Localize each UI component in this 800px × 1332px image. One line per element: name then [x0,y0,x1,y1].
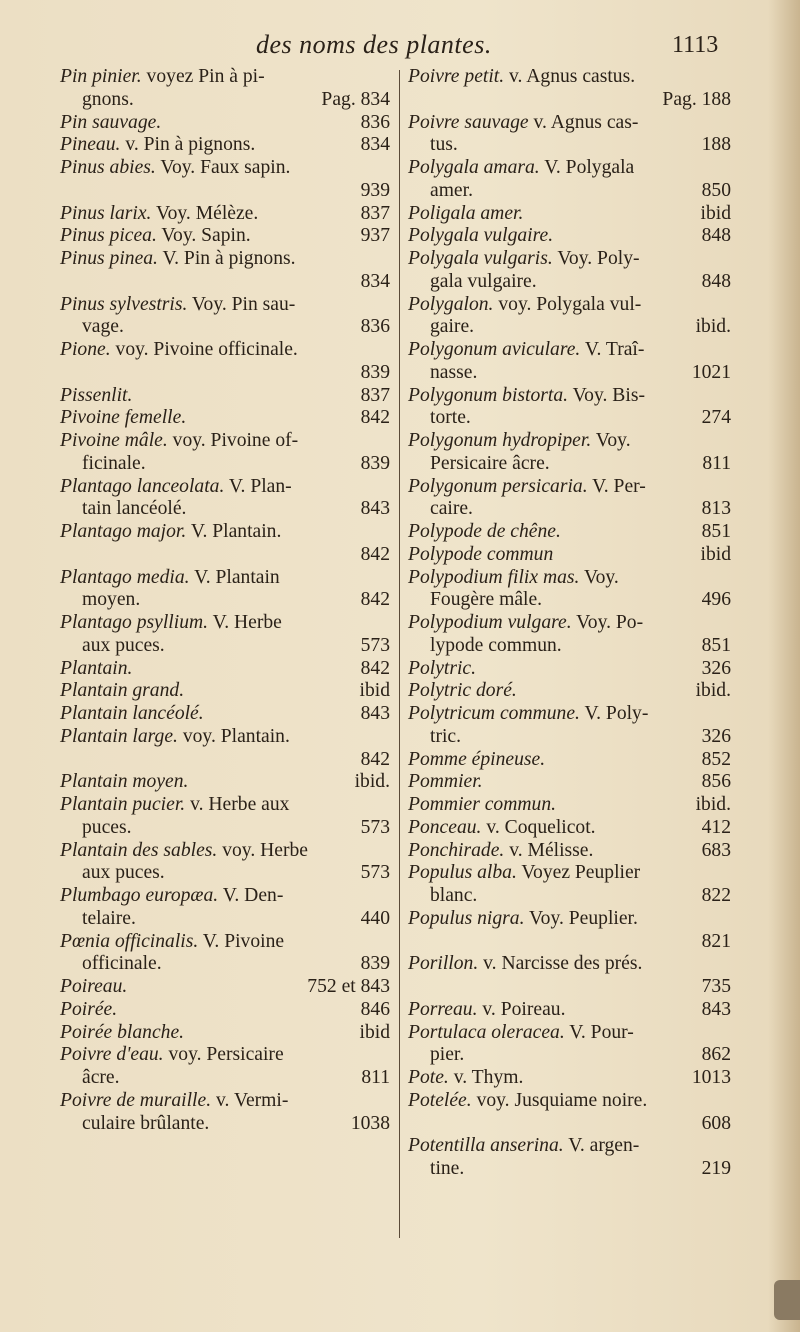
page-reference: 573 [360,816,390,838]
page-reference: ibid. [354,771,390,793]
entry-reference: Voy. Poly- [557,248,640,269]
index-line [408,1090,731,1113]
index-line [408,271,731,294]
index-line [60,89,390,112]
index-line [408,203,731,226]
index-line [60,498,390,521]
entry-headword: Plantago lanceolata. [60,475,225,497]
page-reference: 822 [701,885,731,906]
index-line [60,1067,390,1090]
page-reference: Pag. 188 [662,88,731,110]
entry-reference: voy. Pivoine of- [172,430,299,451]
page-reference: 851 [701,634,731,656]
page-reference: Pag. 834 [321,88,390,110]
entry-headword: Populus nigra. [408,907,525,929]
page-reference: 811 [361,1067,390,1088]
column-divider [399,70,400,1238]
page-reference: 834 [360,270,390,292]
index-line [408,430,731,453]
entry-headword: Ponchirade. [408,839,505,861]
entry-continuation: puces. [82,816,132,838]
index-line [60,294,390,317]
entry-continuation: Persicaire âcre. [430,452,550,474]
index-line [60,931,390,954]
page-reference: ibid [700,202,731,224]
page-reference: ibid. [695,794,731,815]
page-reference: 219 [701,1158,731,1179]
index-line [408,567,731,590]
index-line [408,294,731,317]
entry-headword: Poivre sauvage [408,111,529,133]
entry-reference: v. Herbe aux [190,794,290,815]
page-reference: 937 [360,225,390,247]
index-line [60,134,390,157]
page-reference: 848 [701,225,731,247]
entry-reference: Voy. [595,430,631,451]
index-line [60,544,390,567]
page-reference: 188 [701,134,731,156]
entry-continuation: amer. [430,179,473,201]
page-reference: 843 [360,703,390,724]
entry-headword: Polygonum hydropiper. [408,430,592,451]
entry-continuation: pier. [430,1044,465,1066]
index-line [60,248,390,271]
index-line [60,453,390,476]
index-line [60,430,390,453]
index-line [60,339,390,362]
entry-reference: V. Plantain. [190,521,282,542]
entry-continuation: tric. [430,725,462,747]
page-reference: 496 [701,589,731,611]
index-line [408,225,731,248]
index-line [408,476,731,499]
index-line [60,589,390,612]
index-line [60,567,390,590]
index-line [408,612,731,635]
index-line [60,635,390,658]
entry-reference: V. Den- [222,885,284,906]
entry-reference: v. Agnus cas- [533,111,639,133]
entry-continuation: gaire. [430,316,475,338]
index-line [408,635,731,658]
page-reference: 842 [360,748,390,770]
index-line [60,316,390,339]
page-reference: 842 [360,657,390,679]
index-line [408,498,731,521]
index-line [60,225,390,248]
page-reference: 683 [701,839,731,861]
index-line [408,862,731,885]
page-reference: 752 et 843 [307,976,390,997]
index-line [408,658,731,681]
index-line [408,1158,731,1181]
index-line [60,817,390,840]
entry-reference: V. Plantain [194,566,280,588]
entry-headword: Populus alba. [408,862,517,884]
page-reference: 1021 [691,361,731,383]
index-line [408,771,731,794]
index-line [408,66,731,89]
entry-reference: V. Plan- [228,475,292,497]
index-line [408,703,731,726]
index-line [60,66,390,89]
entry-reference: Voy. Faux sapin. [160,157,291,178]
entry-reference: voy. Persicaire [168,1044,284,1066]
entry-continuation: vage. [82,316,124,338]
entry-headword: Polypodium filix mas. [408,566,580,588]
entry-headword: Polygalon. [408,293,494,315]
entry-headword: Plumbago europæa. [60,885,219,906]
page-reference: 836 [360,316,390,338]
page-reference: 274 [701,407,731,429]
entry-headword: Polygala vulgaris. [408,248,553,269]
index-line [408,1044,731,1067]
entry-continuation: telaire. [82,907,136,929]
entry-headword: Poirée blanche. [60,1021,185,1043]
entry-headword: Poivre petit. [408,66,505,87]
entry-reference: V. Per- [592,475,646,497]
entry-reference: voyez Pin à pi- [146,66,265,87]
index-line [60,362,390,385]
index-line [408,134,731,157]
index-line [60,1113,390,1136]
entry-continuation: gala vulgaire. [430,270,537,292]
page-number: 1113 [672,32,719,58]
entry-continuation: aux puces. [82,862,165,884]
entry-headword: Plantain pucier. [60,794,186,815]
index-column-left [60,66,390,1135]
entry-headword: Poivre d'eau. [60,1044,164,1066]
index-line [60,840,390,863]
index-line [60,612,390,635]
index-line [60,794,390,817]
entry-headword: Pommier. [408,771,483,793]
entry-headword: Poivre de muraille. [60,1089,212,1111]
page-reference: 811 [702,452,731,474]
entry-headword: Porreau. [408,998,478,1020]
index-line [60,1090,390,1113]
entry-headword: Pin pinier. [60,66,142,87]
page-reference: 939 [360,179,390,201]
index-line [408,908,731,931]
entry-continuation: aux puces. [82,634,165,656]
entry-continuation: officinale. [82,953,162,975]
entry-reference: V. Pour- [569,1021,634,1043]
entry-headword: Pineau. [60,134,121,156]
entry-continuation: torte. [430,407,471,429]
index-line [60,203,390,226]
index-line [408,157,731,180]
entry-reference: Voy. Sapin. [161,225,251,247]
entry-continuation: tine. [430,1158,465,1179]
page-reference: 440 [360,907,390,929]
entry-reference: voy. Herbe [222,839,308,861]
index-line [408,726,731,749]
index-line [408,931,731,954]
page-reference: ibid. [695,316,731,338]
index-line [408,589,731,612]
entry-reference: voy. Polygala vul- [498,293,642,315]
page-reference: 821 [701,930,731,952]
index-line [60,476,390,499]
entry-headword: Plantago psyllium. [60,612,209,633]
index-line [408,544,731,567]
entry-headword: Potentilla anserina. [408,1135,564,1157]
page-reference: 846 [360,998,390,1020]
entry-headword: Plantain. [60,657,133,679]
entry-reference: Voy. [583,566,619,588]
running-title: des noms des plantes. [256,30,492,59]
index-line [60,953,390,976]
entry-headword: Portulaca oleracea. [408,1021,565,1043]
entry-reference: v. Vermi- [216,1089,289,1111]
entry-headword: Poligala amer. [408,202,524,224]
index-line [408,362,731,385]
entry-headword: Plantain lancéolé. [60,703,204,724]
index-line [60,180,390,203]
page-reference: 852 [701,748,731,770]
page-reference: 1038 [350,1112,390,1134]
entry-reference: voy. Pivoine officinale. [115,339,298,360]
entry-headword: Polypodium vulgare. [408,612,572,633]
entry-reference: Voy. Pin sau- [191,293,296,315]
entry-headword: Polypode commun [408,543,554,565]
page-reference: 839 [360,361,390,383]
page-reference: 326 [701,725,731,747]
index-line [60,521,390,544]
index-line [60,862,390,885]
index-line [408,339,731,362]
entry-reference: V. Pin à pignons. [162,248,296,269]
entry-continuation: âcre. [82,1067,120,1088]
index-line [60,908,390,931]
index-line [408,976,731,999]
index-line [408,248,731,271]
index-line [408,1022,731,1045]
index-line [60,157,390,180]
entry-reference: Voy. Bis- [572,384,645,406]
entry-headword: Pivoine mâle. [60,430,168,451]
page-reference: 1013 [691,1067,731,1088]
entry-headword: Polypode de chêne. [408,521,561,542]
entry-reference: v. Pin à pignons. [125,134,256,156]
entry-headword: Porillon. [408,953,479,975]
index-line [408,453,731,476]
index-line [408,385,731,408]
entry-headword: Polytricum commune. [408,703,580,724]
index-line [408,112,731,135]
entry-reference: voy. Jusquiame noire. [476,1089,648,1111]
entry-headword: Plantain moyen. [60,771,189,793]
index-column-right [408,66,731,1181]
index-line [60,1044,390,1067]
index-line [60,1022,390,1045]
entry-headword: Pinus abies. [60,157,156,178]
page-reference: 834 [360,134,390,156]
entry-headword: Pivoine femelle. [60,407,187,429]
page-reference: 837 [360,384,390,406]
entry-continuation: caire. [430,498,473,520]
index-line [408,89,731,112]
index-line [60,703,390,726]
entry-headword: Pœnia officinalis. [60,930,199,952]
entry-headword: Poireau. [60,976,128,997]
index-line [60,999,390,1022]
entry-reference: voy. Plantain. [182,725,290,747]
entry-reference: V. Pivoine [202,930,285,952]
entry-headword: Polygonum aviculare. [408,339,581,360]
entry-reference: V. Polygala [544,157,635,178]
page-reference: 839 [360,452,390,474]
index-line [60,271,390,294]
entry-continuation: tain lancéolé. [82,498,187,520]
entry-headword: Plantago major. [60,521,187,542]
page-reference: 735 [701,976,731,997]
page-reference: 608 [701,1112,731,1134]
entry-headword: Pissenlit. [60,384,133,406]
entry-headword: Pinus pinea. [60,248,158,269]
index-line [60,385,390,408]
page-reference: ibid [359,680,390,702]
page-reference: 862 [701,1044,731,1066]
page-reference: 843 [701,998,731,1020]
index-line [408,407,731,430]
index-line [408,1113,731,1136]
entry-reference: V. argen- [568,1135,640,1157]
page-reference: 836 [360,111,390,133]
index-line [408,180,731,203]
entry-reference: Voy. Po- [576,612,644,633]
index-line [408,817,731,840]
entry-continuation: gnons. [82,88,134,110]
index-line [60,976,390,999]
index-line [408,680,731,703]
index-line [408,999,731,1022]
page-reference: 837 [360,202,390,224]
entry-reference: V. Poly- [584,703,649,724]
entry-reference: Voy. Peuplier. [529,907,638,929]
entry-continuation: blanc. [430,885,478,906]
page-reference: ibid [359,1021,390,1043]
page-reference: 843 [360,498,390,520]
index-line [408,749,731,772]
entry-reference: v. Narcisse des prés. [483,953,643,975]
entry-headword: Polytric. [408,657,477,679]
page-reference: 839 [360,953,390,975]
entry-headword: Pomme épineuse. [408,748,546,770]
entry-continuation: nasse. [430,361,478,383]
entry-continuation: culaire brûlante. [82,1112,210,1134]
page-reference: 856 [701,771,731,793]
entry-headword: Pin sauvage. [60,111,162,133]
index-line [60,658,390,681]
entry-headword: Pione. [60,339,111,360]
entry-headword: Potelée. [408,1089,472,1111]
entry-reference: Voyez Peuplier [521,862,641,884]
entry-headword: Polygala vulgaire. [408,225,554,247]
page-reference: 842 [360,407,390,429]
page-reference: 850 [701,179,731,201]
entry-reference: v. Agnus castus. [509,66,636,87]
index-line [408,316,731,339]
entry-continuation: tus. [430,134,458,156]
entry-continuation: ficinale. [82,452,146,474]
index-line [408,840,731,863]
index-line [60,680,390,703]
running-header [0,30,800,64]
entry-headword: Ponceau. [408,816,482,838]
entry-headword: Plantain large. [60,725,178,747]
entry-headword: Polygonum persicaria. [408,475,588,497]
page-reference: 326 [701,657,731,679]
index-line [408,1067,731,1090]
entry-reference: v. Thym. [453,1067,524,1088]
page-reference: 813 [701,498,731,520]
entry-headword: Pommier commun. [408,794,557,815]
index-line [60,407,390,430]
entry-continuation: moyen. [82,589,141,611]
entry-headword: Pinus sylvestris. [60,293,188,315]
entry-headword: Polygonum bistorta. [408,384,569,406]
entry-headword: Pinus picea. [60,225,157,247]
index-line [60,771,390,794]
page-reference: ibid. [695,680,731,702]
entry-headword: Polygala amara. [408,157,540,178]
entry-reference: v. Mélisse. [509,839,594,861]
entry-reference: V. Traî- [584,339,645,360]
entry-headword: Poirée. [60,998,118,1020]
entry-headword: Pinus larix. [60,202,152,224]
index-line [408,521,731,544]
entry-reference: v. Poireau. [482,998,566,1020]
entry-reference: V. Herbe [212,612,282,633]
page-reference: 412 [701,816,731,838]
entry-reference: v. Coquelicot. [486,816,596,838]
page-edge-tab [774,1280,800,1320]
page-reference: 848 [701,270,731,292]
entry-continuation: lypode commun. [430,634,562,656]
page-reference: 851 [701,521,731,542]
entry-headword: Plantain des sables. [60,839,218,861]
entry-headword: Pote. [408,1067,449,1088]
index-line [408,1135,731,1158]
index-line [60,726,390,749]
page-reference: ibid [700,543,731,565]
entry-headword: Plantain grand. [60,680,185,702]
index-line [408,885,731,908]
index-line [60,885,390,908]
page-reference: 573 [360,634,390,656]
index-line [60,749,390,772]
entry-headword: Polytric doré. [408,680,517,702]
index-line [408,953,731,976]
entry-headword: Plantago media. [60,566,190,588]
page-reference: 573 [360,862,390,884]
entry-reference: Voy. Mélèze. [155,202,259,224]
page-reference: 842 [360,543,390,565]
entry-continuation: Fougère mâle. [430,589,543,611]
page-reference: 842 [360,589,390,611]
index-line [408,794,731,817]
index-line [60,112,390,135]
